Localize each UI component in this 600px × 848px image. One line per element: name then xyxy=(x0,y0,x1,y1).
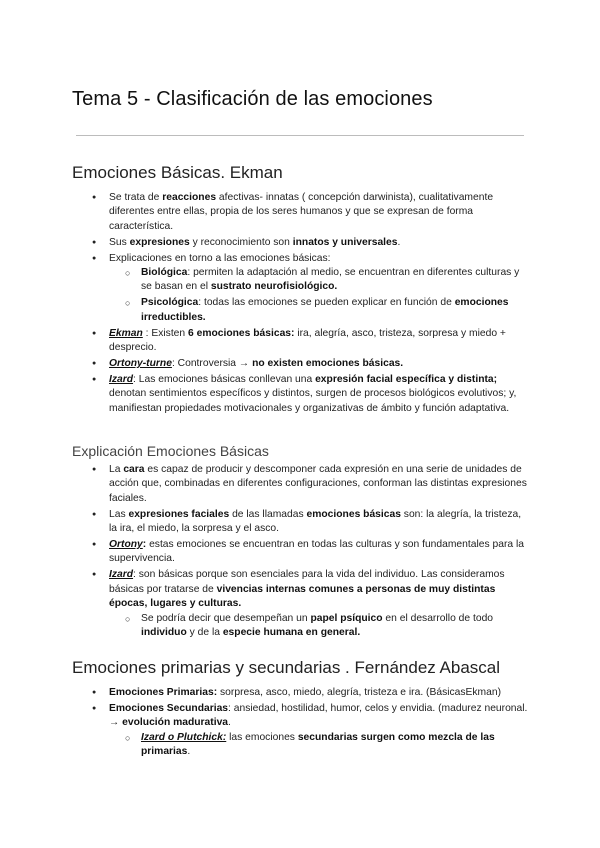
list-item: ● Sus expresiones y reconocimiento son innatos y universales. xyxy=(92,236,528,250)
list-item: ● Ortony: estas emociones se encuentran en todas las culturas y son fundamentales para la supervivencia. xyxy=(92,538,528,567)
basic-emotions-list xyxy=(92,191,528,418)
list-item: ● Ekman : Existen 6 emociones básicas: ira, alegría, asco, tristeza, sorpresa y miedo + desprecio. xyxy=(92,327,528,356)
list-item: ● Explicaciones en torno a las emociones básicas: ○ Biológica: permiten la adaptación al medio, se encuentran en diferentes culturas y se basan en el sustrato neurofisiológico. ○ Psicológica: todas las emociones se pueden explicar en función de emociones irreductibles. xyxy=(92,252,528,326)
list-item: ○ Se podría decir que desempeñan un papel psíquico en el desarrollo de todo individuo y de la especie humana en general. xyxy=(125,612,528,641)
primary-secondary-list xyxy=(92,686,528,761)
sub-list xyxy=(109,266,528,325)
sub-list xyxy=(109,612,528,641)
section-heading-basic-emotions: Emociones Básicas. Ekman xyxy=(72,163,283,182)
section-heading-basic-emotions-explanation: Explicación Emociones Básicas xyxy=(72,443,269,459)
title-divider xyxy=(76,135,524,136)
list-item: ○ Biológica: permiten la adaptación al medio, se encuentran en diferentes culturas y se basan en el sustrato neurofisiológico. xyxy=(125,266,528,295)
section-heading-primary-secondary: Emociones primarias y secundarias . Fernández Abascal xyxy=(72,658,501,677)
list-item: ○ Psicológica: todas las emociones se pueden explicar en función de emociones irreductibles. xyxy=(125,296,528,325)
list-item: ○ Izard o Plutchick: las emociones secundarias surgen como mezcla de las primarias. xyxy=(125,731,528,760)
list-item: ● Las expresiones faciales de las llamadas emociones básicas son: la alegría, la tristeza, la ira, el miedo, la sorpresa y el asco. xyxy=(92,508,528,537)
explanation-list xyxy=(92,463,528,642)
list-item: ● Emociones Secundarias: ansiedad, hostilidad, humor, celos y envidia. (madurez neuronal. → evolución madurativa. ○ Izard o Plutchick: las emociones secundarias surgen como mezcla de las primarias. xyxy=(92,702,528,760)
list-item: ● La cara es capaz de producir y descomponer cada expresión en una serie de unidades de acción que, combinadas en diferentes configuraciones, conforman las distintas expresiones faciales. xyxy=(92,463,528,506)
list-item: ● Se trata de reacciones afectivas- innatas ( concepción darwinista), cualitativamente diferentes entre ellas, propia de los seres humanos y que se expresan de forma característica. xyxy=(92,191,528,234)
list-item: ● Ortony-turne: Controversia → no existen emociones básicas. xyxy=(92,357,528,371)
list-item: ● Emociones Primarias: sorpresa, asco, miedo, alegría, tristeza e ira. (BásicasEkman) xyxy=(92,686,528,700)
list-item: ● Izard: son básicas porque son esenciales para la vida del individuo. Las consideramos básicas por tratarse de vivencias internas comunes a personas de muy distintas épocas, lugares y culturas. ○ Se podría decir que desempeñan un papel psíquico en el desarrollo de todo individuo y de la especie humana en general. xyxy=(92,568,528,640)
page-title: Tema 5 - Clasificación de las emociones xyxy=(72,88,433,110)
list-item: ● Izard: Las emociones básicas conllevan una expresión facial específica y distinta; denotan sentimientos específicos y distintos, surgen de procesos biológicos evolutivos; y, manifiestan propiedades motivacionales y organizativas de ámbito y función adaptativa. xyxy=(92,373,528,416)
sub-list xyxy=(109,731,528,760)
